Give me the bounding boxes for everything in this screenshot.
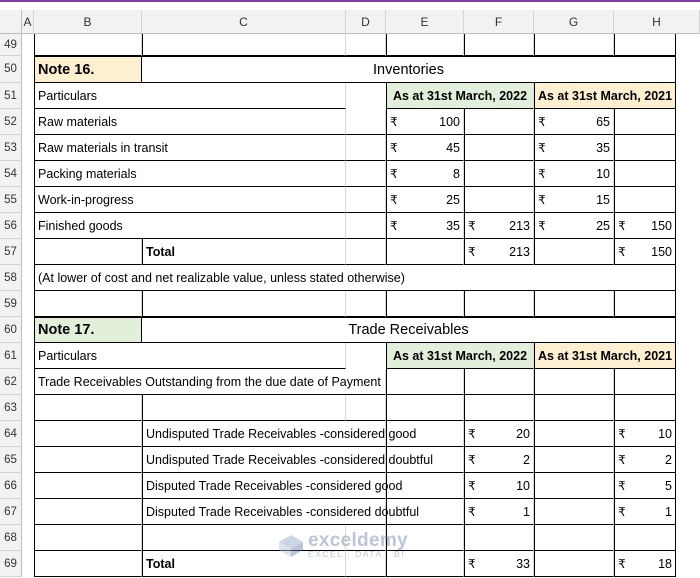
cell-c68[interactable] — [142, 525, 346, 551]
note17-item-e[interactable] — [386, 447, 464, 473]
note17-total-2022-value: 33 — [516, 556, 530, 571]
note17-item-e[interactable] — [386, 421, 464, 447]
note17-item-2022-value: 10 — [516, 478, 530, 493]
note16-item-sub-2021[interactable] — [614, 213, 676, 239]
row-header-59[interactable]: 59 — [0, 291, 22, 317]
note16-header-2022[interactable]: As at 31st March, 2022 — [386, 83, 534, 109]
row-header-53[interactable]: 53 — [0, 135, 22, 161]
note16-item-d[interactable] — [346, 161, 386, 187]
note17-item-2022[interactable] — [464, 447, 534, 473]
note16-footnote[interactable]: (At lower of cost and net realizable value, unless stated otherwise) — [34, 265, 676, 291]
note17-item-2021-value: 1 — [665, 504, 672, 519]
note16-item-h[interactable] — [614, 187, 676, 213]
row-header-67[interactable]: 67 — [0, 499, 22, 525]
rupee-icon: ₹ — [618, 504, 626, 519]
note16-item-2022-value: 25 — [446, 192, 460, 207]
note17-item-2021-value: 10 — [658, 426, 672, 441]
note16-item-label[interactable]: Raw materials in transit — [34, 135, 346, 161]
note16-title[interactable]: Inventories — [142, 56, 676, 83]
cell-c59[interactable] — [142, 291, 346, 317]
note17-item-2021[interactable] — [614, 421, 676, 447]
note16-item-sub-2022[interactable] — [464, 213, 534, 239]
cell-e63[interactable] — [386, 395, 464, 421]
note16-item-2021[interactable] — [534, 161, 614, 187]
note17-item-label[interactable]: Disputed Trade Receivables -considered good — [142, 473, 386, 499]
cell-f49[interactable] — [464, 34, 534, 56]
row-header-56[interactable]: 56 — [0, 213, 22, 239]
note17-item-g[interactable] — [534, 499, 614, 525]
row-header-64[interactable]: 64 — [0, 421, 22, 447]
rupee-icon: ₹ — [618, 426, 626, 441]
note16-item-d[interactable] — [346, 187, 386, 213]
note17-item-2021-value: 5 — [665, 478, 672, 493]
rupee-icon: ₹ — [618, 478, 626, 493]
note17-total-empty[interactable] — [34, 551, 142, 577]
rupee-icon: ₹ — [538, 166, 546, 181]
rupee-icon: ₹ — [538, 114, 546, 129]
rupee-icon: ₹ — [538, 218, 546, 233]
note17-item-2022[interactable] — [464, 421, 534, 447]
column-header-f[interactable]: F — [464, 10, 534, 34]
rupee-icon: ₹ — [468, 244, 476, 259]
note17-label[interactable]: Note 17. — [34, 317, 142, 343]
note16-item-2021-value: 10 — [596, 166, 610, 181]
note16-item-d[interactable] — [346, 213, 386, 239]
rupee-icon: ₹ — [390, 114, 398, 129]
cell-h49[interactable] — [614, 34, 676, 56]
row-header-50[interactable]: 50 — [0, 56, 22, 83]
rupee-icon: ₹ — [390, 166, 398, 181]
note16-item-f[interactable] — [464, 135, 534, 161]
cell-c63[interactable] — [142, 395, 346, 421]
row-header-52[interactable]: 52 — [0, 109, 22, 135]
rupee-icon: ₹ — [468, 452, 476, 467]
rupee-icon: ₹ — [390, 192, 398, 207]
note16-item-label[interactable]: Work-in-progress — [34, 187, 346, 213]
note16-item-sub-2021-value: 150 — [651, 218, 672, 233]
note16-label[interactable]: Note 16. — [34, 56, 142, 83]
note17-item-2021-value: 2 — [665, 452, 672, 467]
note17-item-2021[interactable] — [614, 473, 676, 499]
note16-total-2021[interactable] — [614, 239, 676, 265]
note17-sub-g[interactable] — [534, 369, 614, 395]
cell-h59[interactable] — [614, 291, 676, 317]
rupee-icon: ₹ — [468, 556, 476, 571]
note16-item-label[interactable]: Packing materials — [34, 161, 346, 187]
note17-total-d[interactable] — [346, 551, 386, 577]
column-headers — [0, 10, 700, 34]
cell-f59[interactable] — [464, 291, 534, 317]
note16-item-2022[interactable] — [386, 135, 464, 161]
note17-item-label[interactable]: Undisputed Trade Receivables -considered good — [142, 421, 386, 447]
row-header-65[interactable]: 65 — [0, 447, 22, 473]
note16-item-2022-value: 100 — [439, 114, 460, 129]
note17-item-g[interactable] — [534, 447, 614, 473]
rupee-icon: ₹ — [390, 140, 398, 155]
note17-item-g[interactable] — [534, 473, 614, 499]
note16-item-f[interactable] — [464, 187, 534, 213]
note16-item-2021[interactable] — [534, 109, 614, 135]
note17-item-b[interactable] — [34, 499, 142, 525]
note16-item-2022[interactable] — [386, 187, 464, 213]
rupee-icon: ₹ — [618, 556, 626, 571]
note17-total-2021[interactable] — [614, 551, 676, 577]
note17-item-label[interactable]: Undisputed Trade Receivables -considered doubtful — [142, 447, 386, 473]
rupee-icon: ₹ — [538, 140, 546, 155]
cell-g68[interactable] — [534, 525, 614, 551]
note17-item-b[interactable] — [34, 421, 142, 447]
cell-b63[interactable] — [34, 395, 142, 421]
row-header-49[interactable]: 49 — [0, 34, 22, 56]
cell-d59[interactable] — [346, 291, 386, 317]
column-header-g[interactable]: G — [534, 10, 614, 34]
note16-total-2021-value: 150 — [651, 244, 672, 259]
note17-total-2021-value: 18 — [658, 556, 672, 571]
note16-total-empty[interactable] — [34, 239, 142, 265]
note16-item-2021[interactable] — [534, 213, 614, 239]
row-header-58[interactable]: 58 — [0, 265, 22, 291]
note17-subheading[interactable]: Trade Receivables Outstanding from the due date of Payment — [34, 369, 386, 395]
note17-header-2021[interactable]: As at 31st March, 2021 — [534, 343, 676, 369]
note16-total-label[interactable]: Total — [142, 239, 346, 265]
note16-item-h[interactable] — [614, 135, 676, 161]
note16-item-label[interactable]: Finished goods — [34, 213, 346, 239]
note16-item-h[interactable] — [614, 161, 676, 187]
note17-item-b[interactable] — [34, 473, 142, 499]
cell-e49[interactable] — [386, 34, 464, 56]
row-header-69[interactable]: 69 — [0, 551, 22, 577]
row-header-60[interactable]: 60 — [0, 317, 22, 343]
note17-sub-h[interactable] — [614, 369, 676, 395]
column-header-d[interactable]: D — [346, 10, 386, 34]
rupee-icon: ₹ — [618, 452, 626, 467]
note16-item-2021[interactable] — [534, 135, 614, 161]
column-header-a[interactable]: A — [22, 10, 34, 34]
note16-item-2022-value: 45 — [446, 140, 460, 155]
rupee-icon: ₹ — [468, 426, 476, 441]
column-header-c[interactable]: C — [142, 10, 346, 34]
row-header-68[interactable]: 68 — [0, 525, 22, 551]
watermark-tag: EXCEL · DATA · BI — [308, 549, 406, 559]
cell-h63[interactable] — [614, 395, 676, 421]
note17-item-2021[interactable] — [614, 447, 676, 473]
cell-b59[interactable] — [34, 291, 142, 317]
note16-item-sub-2022-value: 213 — [509, 218, 530, 233]
note17-item-2021[interactable] — [614, 499, 676, 525]
rupee-icon: ₹ — [468, 504, 476, 519]
cell-g63[interactable] — [534, 395, 614, 421]
cell-f63[interactable] — [464, 395, 534, 421]
row-header-66[interactable]: 66 — [0, 473, 22, 499]
cell-d68[interactable] — [346, 525, 386, 551]
note16-particulars[interactable]: Particulars — [34, 83, 346, 109]
cell-e68[interactable] — [386, 525, 464, 551]
column-header-e[interactable]: E — [386, 10, 464, 34]
note17-item-2022-value: 1 — [523, 504, 530, 519]
column-header-h[interactable]: H — [614, 10, 700, 34]
rupee-icon: ₹ — [468, 478, 476, 493]
rupee-icon: ₹ — [618, 244, 626, 259]
note16-total-2022-value: 213 — [509, 244, 530, 259]
note16-item-d[interactable] — [346, 109, 386, 135]
cell-f68[interactable] — [464, 525, 534, 551]
cell-c49[interactable] — [142, 34, 346, 56]
note17-item-e[interactable] — [386, 499, 464, 525]
note16-header-2021[interactable]: As at 31st March, 2021 — [534, 83, 676, 109]
note16-item-2021[interactable] — [534, 187, 614, 213]
row-header-62[interactable]: 62 — [0, 369, 22, 395]
note16-item-d[interactable] — [346, 135, 386, 161]
row-header-51[interactable]: 51 — [0, 83, 22, 109]
cell-d49[interactable] — [346, 34, 386, 56]
note17-title[interactable]: Trade Receivables — [142, 317, 676, 343]
rupee-icon: ₹ — [618, 218, 626, 233]
note16-item-2022[interactable] — [386, 161, 464, 187]
note17-particulars[interactable]: Particulars — [34, 343, 346, 369]
note17-item-2022-value: 2 — [523, 452, 530, 467]
note17-header-2022[interactable]: As at 31st March, 2022 — [386, 343, 534, 369]
column-header-b[interactable]: B — [34, 10, 142, 34]
note16-total-e[interactable] — [386, 239, 464, 265]
rupee-icon: ₹ — [468, 218, 476, 233]
note17-item-2022-value: 20 — [516, 426, 530, 441]
note16-total-d[interactable] — [346, 239, 386, 265]
note16-item-2021-value: 15 — [596, 192, 610, 207]
note16-item-f[interactable] — [464, 109, 534, 135]
cell-g49[interactable] — [534, 34, 614, 56]
note17-item-2022[interactable] — [464, 499, 534, 525]
note17-sub-f[interactable] — [464, 369, 534, 395]
row-header-55[interactable]: 55 — [0, 187, 22, 213]
note16-total-2022[interactable] — [464, 239, 534, 265]
note16-item-label[interactable]: Raw materials — [34, 109, 346, 135]
note17-item-2022[interactable] — [464, 473, 534, 499]
note17-total-2022[interactable] — [464, 551, 534, 577]
note17-item-g[interactable] — [534, 421, 614, 447]
note17-total-g[interactable] — [534, 551, 614, 577]
note16-item-2022[interactable] — [386, 213, 464, 239]
cell-h68[interactable] — [614, 525, 676, 551]
note17-item-b[interactable] — [34, 447, 142, 473]
row-header-63[interactable]: 63 — [0, 395, 22, 421]
note16-item-2022[interactable] — [386, 109, 464, 135]
row-header-61[interactable]: 61 — [0, 343, 22, 369]
note16-item-f[interactable] — [464, 161, 534, 187]
note17-total-label[interactable]: Total — [142, 551, 346, 577]
note17-item-e[interactable] — [386, 473, 464, 499]
cell-g59[interactable] — [534, 291, 614, 317]
cell-d63[interactable] — [346, 395, 386, 421]
rupee-icon: ₹ — [390, 218, 398, 233]
note17-item-label[interactable]: Disputed Trade Receivables -considered doubtful — [142, 499, 386, 525]
rupee-icon: ₹ — [538, 192, 546, 207]
note16-item-2022-value: 8 — [453, 166, 460, 181]
note17-total-e[interactable] — [386, 551, 464, 577]
note16-item-2021-value: 25 — [596, 218, 610, 233]
note16-item-h[interactable] — [614, 109, 676, 135]
row-header-54[interactable]: 54 — [0, 161, 22, 187]
note16-item-2021-value: 65 — [596, 114, 610, 129]
row-header-57[interactable]: 57 — [0, 239, 22, 265]
cell-b68[interactable] — [34, 525, 142, 551]
cell-e59[interactable] — [386, 291, 464, 317]
note16-total-g[interactable] — [534, 239, 614, 265]
note17-sub-e[interactable] — [386, 369, 464, 395]
watermark-name: exceldemy — [308, 530, 408, 551]
note16-item-2022-value: 35 — [446, 218, 460, 233]
note16-item-2021-value: 35 — [596, 140, 610, 155]
cell-b49[interactable] — [34, 34, 142, 56]
